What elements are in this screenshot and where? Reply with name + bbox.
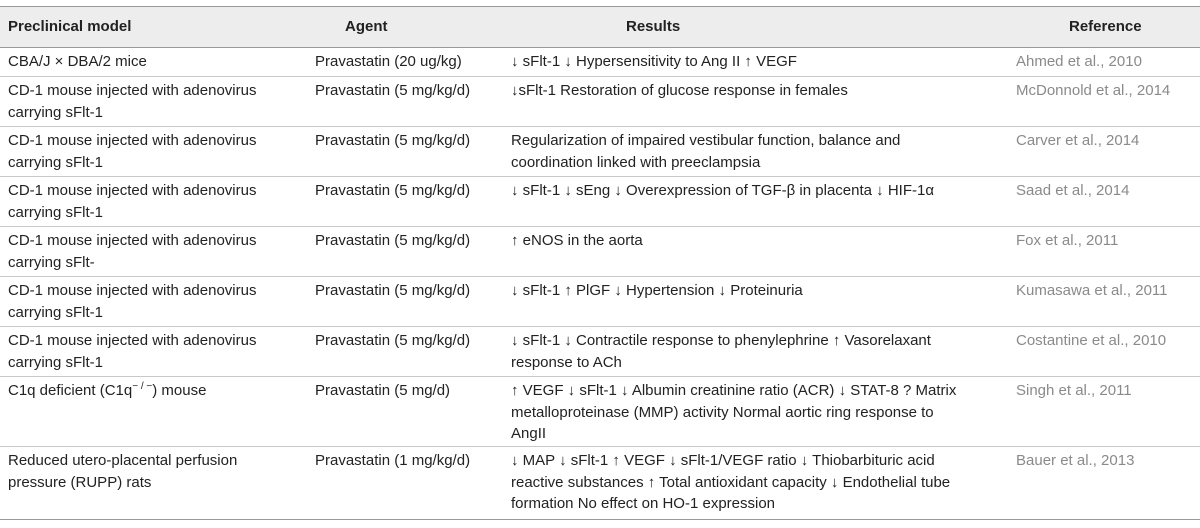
reference-cell: Saad et al., 2014	[1016, 182, 1130, 199]
reference-cell: Ahmed et al., 2010	[1016, 53, 1142, 70]
model-cell: C1q deficient (C1q− / −) mouse	[8, 381, 207, 399]
reference-cell: Kumasawa et al., 2011	[1016, 282, 1168, 299]
results-cell: ↓ sFlt-1 ↓ Contractile response to phenylephrine ↑ Vasorelaxant response to ACh	[511, 332, 931, 371]
table-row	[0, 377, 1200, 447]
table-row	[0, 177, 1200, 227]
table-header	[0, 6, 1200, 48]
table-row	[0, 277, 1200, 327]
reference-cell: Carver et al., 2014	[1016, 132, 1140, 149]
agent-cell: Pravastatin (5 mg/kg/d)	[315, 182, 471, 199]
reference-cell: Singh et al., 2011	[1016, 382, 1132, 399]
agent-cell: Pravastatin (5 mg/d)	[315, 382, 451, 399]
results-cell: ↓ sFlt-1 ↓ Hypersensitivity to Ang II ↑ VEGF	[511, 53, 797, 70]
agent-cell: Pravastatin (5 mg/kg/d)	[315, 132, 471, 149]
results-cell: ↓sFlt-1 Restoration of glucose response in females	[511, 82, 848, 99]
header-agent: Agent	[345, 18, 388, 35]
table-row	[0, 327, 1200, 377]
results-cell: ↓ MAP ↓ sFlt-1 ↑ VEGF ↓ sFlt-1/VEGF ratio ↓ Thiobarbituric acid reactive substances ↑ Total antioxidant capacity ↓ Endothelial tube formation No effect on HO-1 expression	[511, 452, 951, 512]
agent-cell: Pravastatin (20 ug/kg)	[315, 53, 462, 70]
table-row	[0, 447, 1200, 520]
model-cell: Reduced utero-placental perfusion pressure (RUPP) rats	[8, 452, 238, 491]
results-cell: ↓ sFlt-1 ↑ PlGF ↓ Hypertension ↓ Proteinuria	[511, 282, 803, 299]
header-preclinical-model: Preclinical model	[8, 18, 132, 35]
model-cell: CBA/J × DBA/2 mice	[8, 53, 147, 70]
table-row	[0, 227, 1200, 277]
agent-cell: Pravastatin (5 mg/kg/d)	[315, 332, 471, 349]
table-row	[0, 48, 1200, 77]
agent-cell: Pravastatin (5 mg/kg/d)	[315, 282, 471, 299]
agent-cell: Pravastatin (5 mg/kg/d)	[315, 232, 471, 249]
results-cell: ↑ VEGF ↓ sFlt-1 ↓ Albumin creatinine ratio (ACR) ↓ STAT-8 ? Matrix metalloproteinase (MMP) activity Normal aortic ring response to AngII	[511, 382, 957, 442]
preclinical-table	[0, 6, 1200, 520]
table-row	[0, 77, 1200, 127]
agent-cell: Pravastatin (1 mg/kg/d)	[315, 452, 471, 469]
results-cell: Regularization of impaired vestibular function, balance and coordination linked with preeclampsia	[511, 132, 901, 171]
table-row	[0, 127, 1200, 177]
reference-cell: Bauer et al., 2013	[1016, 452, 1135, 469]
model-cell: CD-1 mouse injected with adenovirus carrying sFlt-	[8, 232, 257, 271]
model-cell: CD-1 mouse injected with adenovirus carrying sFlt-1	[8, 132, 257, 171]
agent-cell: Pravastatin (5 mg/kg/d)	[315, 82, 471, 99]
model-cell: CD-1 mouse injected with adenovirus carrying sFlt-1	[8, 82, 257, 121]
header-results: Results	[626, 18, 681, 35]
reference-cell: McDonnold et al., 2014	[1016, 82, 1171, 99]
header-reference: Reference	[1069, 18, 1142, 35]
reference-cell: Fox et al., 2011	[1016, 232, 1119, 249]
model-cell: CD-1 mouse injected with adenovirus carrying sFlt-1	[8, 282, 257, 321]
model-cell: CD-1 mouse injected with adenovirus carrying sFlt-1	[8, 332, 257, 371]
model-cell: CD-1 mouse injected with adenovirus carrying sFlt-1	[8, 182, 257, 221]
results-cell: ↓ sFlt-1 ↓ sEng ↓ Overexpression of TGF-β in placenta ↓ HIF-1α	[511, 182, 934, 199]
results-cell: ↑ eNOS in the aorta	[511, 232, 643, 249]
reference-cell: Costantine et al., 2010	[1016, 332, 1167, 349]
